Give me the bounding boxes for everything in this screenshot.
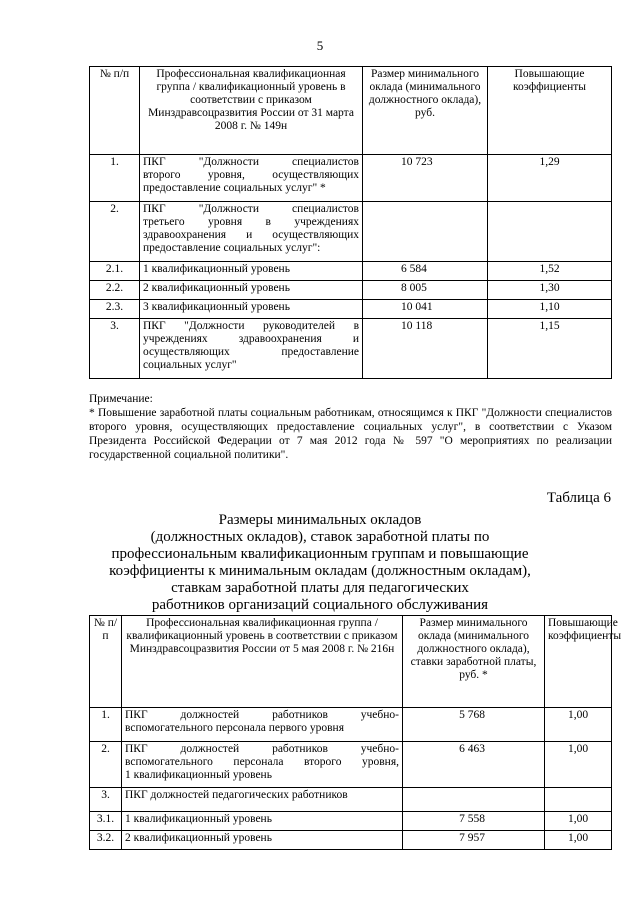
row-coefficient: 1,15 xyxy=(488,319,612,379)
row-group-name-line: второго уровня, осуществляющих xyxy=(143,169,359,181)
table-row xyxy=(90,155,612,202)
row-group-name xyxy=(122,708,403,742)
header-coefficient: Повышающие коэффициенты xyxy=(545,616,612,708)
table-row xyxy=(90,708,612,742)
header-number: № п/п xyxy=(90,67,140,155)
header-salary: Размер минимального оклада (минимального должностного оклада), руб. xyxy=(363,67,488,155)
header-salary: Размер минимального оклада (минимального должностного оклада), ставки заработной платы, руб. * xyxy=(403,616,545,708)
note-block xyxy=(89,392,612,462)
row-salary: 6 463 xyxy=(403,742,545,788)
title-line: ставкам заработной платы для педагогических xyxy=(171,580,469,596)
row-salary: 10 041 xyxy=(363,300,488,319)
row-number: 3.1. xyxy=(90,812,122,831)
row-number: 3. xyxy=(90,319,140,379)
table-row xyxy=(90,319,612,379)
row-salary: 6 584 xyxy=(363,262,488,281)
table-header-row xyxy=(90,616,612,708)
row-group-name-line: предоставление социальных услуг": xyxy=(143,242,321,254)
row-group-name xyxy=(140,155,363,202)
header-number: № п/п xyxy=(90,616,122,708)
salary-table-1 xyxy=(89,66,612,379)
row-number: 3.2. xyxy=(90,831,122,850)
title-line: (должностных окладов), ставок заработной платы по xyxy=(150,529,490,545)
row-coefficient: 1,52 xyxy=(488,262,612,281)
table-row xyxy=(90,300,612,319)
row-group-name-line: социальных услуг" xyxy=(143,359,237,371)
row-group-name xyxy=(122,831,403,850)
row-group-name-line: вспомогательного персонала второго уровня, xyxy=(125,756,399,768)
header-group: Профессиональная квалификационная группа / квалификационный уровень в соответствии с приказом Минздравсоцразвития России от 31 марта 2008 г. № 149н xyxy=(140,67,363,155)
row-salary: 5 768 xyxy=(403,708,545,742)
row-coefficient: 1,29 xyxy=(488,155,612,202)
row-group-name-line: 3 квалификационный уровень xyxy=(143,301,290,313)
table-row xyxy=(90,812,612,831)
row-number: 2. xyxy=(90,202,140,262)
page-number: 5 xyxy=(316,38,324,53)
row-coefficient: 1,30 xyxy=(488,281,612,300)
row-number: 2. xyxy=(90,742,122,788)
table-row xyxy=(90,281,612,300)
note-text: * Повышение заработной платы социальным работникам, относящимся к ПКГ "Должности специалистов второго уровня, осуществляющих предоставление социальных услуг", в соответствии с Указом Президента Российской Федерации от 7 мая 2012 года № 597 "О мероприятиях по реализации государственной социальной политики". xyxy=(89,407,612,461)
row-number: 1. xyxy=(90,155,140,202)
row-group-name-line: 1 квалификационный уровень xyxy=(125,813,272,825)
row-group-name-line: осуществляющих предоставление xyxy=(143,346,359,358)
row-coefficient xyxy=(545,788,612,812)
header-group: Профессиональная квалификационная группа / квалификационный уровень в соответствии с приказом Минздравсоцразвития России от 5 мая 2008 г. № 216н xyxy=(122,616,403,708)
row-group-name xyxy=(140,319,363,379)
row-group-name xyxy=(122,742,403,788)
row-coefficient: 1,00 xyxy=(545,708,612,742)
row-group-name-line: ПКГ должностей работников учебно- xyxy=(125,743,399,755)
title-line: профессиональным квалификационным группам и повышающие xyxy=(111,546,529,562)
table-row xyxy=(90,262,612,281)
row-group-name-line: ПКГ "Должности специалистов xyxy=(143,156,359,168)
row-salary: 8 005 xyxy=(363,281,488,300)
row-salary xyxy=(363,202,488,262)
row-group-name-line: 2 квалификационный уровень xyxy=(143,282,290,294)
row-coefficient: 1,00 xyxy=(545,831,612,850)
row-group-name xyxy=(140,300,363,319)
row-salary: 7 558 xyxy=(403,812,545,831)
table-header-row xyxy=(90,67,612,155)
row-group-name-line: учреждениях здравоохранения и xyxy=(143,333,359,345)
row-group-name-line: здравоохранения и осуществляющих xyxy=(143,229,359,241)
table-title xyxy=(80,512,560,614)
row-number: 2.2. xyxy=(90,281,140,300)
salary-table-2 xyxy=(89,615,622,850)
row-group-name-line: предоставление социальных услуг" * xyxy=(143,182,326,194)
row-coefficient: 1,00 xyxy=(545,812,612,831)
row-coefficient: 1,00 xyxy=(545,742,612,788)
row-group-name xyxy=(122,788,403,812)
header-coefficient: Повышающие коэффициенты xyxy=(488,67,612,155)
row-group-name-line: ПКГ "Должности руководителей в xyxy=(143,320,359,332)
row-coefficient: 1,10 xyxy=(488,300,612,319)
row-number: 1. xyxy=(90,708,122,742)
row-group-name xyxy=(140,202,363,262)
row-number: 3. xyxy=(90,788,122,812)
row-group-name xyxy=(140,262,363,281)
row-salary xyxy=(403,788,545,812)
row-group-name-line: ПКГ должностей педагогических работников xyxy=(125,789,348,801)
table-label: Таблица 6 xyxy=(546,490,611,506)
row-coefficient xyxy=(488,202,612,262)
row-group-name-line: ПКГ должностей работников учебно- xyxy=(125,709,399,721)
row-group-name xyxy=(122,812,403,831)
title-line: коэффициенты к минимальным окладам (должностным окладам), xyxy=(109,563,531,579)
row-group-name-line: ПКГ "Должности специалистов xyxy=(143,203,359,215)
row-group-name xyxy=(140,281,363,300)
title-line: работников организаций социального обслуживания xyxy=(151,597,489,613)
table-row xyxy=(90,788,612,812)
row-group-name-line: вспомогательного персонала первого уровня xyxy=(125,722,345,734)
table-row xyxy=(90,202,612,262)
row-group-name-line: 1 квалификационный уровень xyxy=(143,263,290,275)
row-salary: 10 723 xyxy=(363,155,488,202)
title-line: Размеры минимальных окладов xyxy=(218,512,422,528)
row-number: 2.3. xyxy=(90,300,140,319)
row-salary: 7 957 xyxy=(403,831,545,850)
note-label: Примечание: xyxy=(89,393,153,405)
row-salary: 10 118 xyxy=(363,319,488,379)
row-number: 2.1. xyxy=(90,262,140,281)
table-row xyxy=(90,742,612,788)
row-group-name-line: 1 квалификационный уровень xyxy=(125,769,272,781)
row-group-name-line: 2 квалификационный уровень xyxy=(125,832,272,844)
row-group-name-line: третьего уровня в учреждениях xyxy=(143,216,359,228)
table-row xyxy=(90,831,612,850)
